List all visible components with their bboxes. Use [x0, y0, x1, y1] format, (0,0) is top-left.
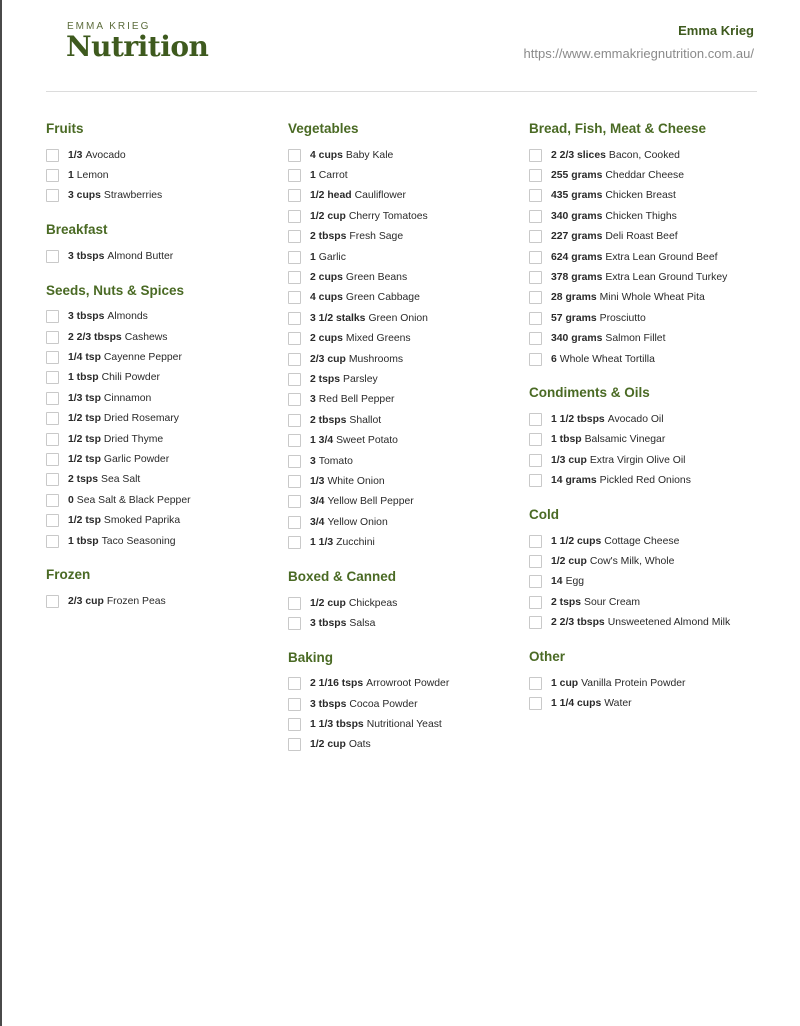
- grocery-section: [529, 384, 764, 491]
- item-name: Sour Cream: [584, 596, 641, 608]
- item-checkbox[interactable]: [46, 392, 59, 405]
- item-quantity: 3 tbsps: [310, 698, 347, 710]
- item-name: Sweet Potato: [336, 435, 398, 447]
- item-name: Egg: [565, 576, 585, 588]
- item-checkbox[interactable]: [529, 149, 542, 162]
- item-name: Deli Roast Beef: [605, 231, 678, 243]
- grocery-item[interactable]: [529, 673, 764, 693]
- item-name: Smoked Paprika: [103, 515, 181, 527]
- item-checkbox[interactable]: [529, 189, 542, 202]
- column-1: [46, 120, 281, 627]
- grocery-item[interactable]: [288, 674, 523, 694]
- grocery-item[interactable]: [529, 288, 764, 308]
- item-name: Cashews: [124, 331, 168, 343]
- grocery-item[interactable]: [46, 531, 281, 551]
- grocery-item[interactable]: [529, 409, 764, 429]
- brand-logo-text: Nutrition: [66, 30, 209, 63]
- item-name: Red Bell Pepper: [318, 394, 395, 406]
- item-quantity: 3 cups: [68, 190, 101, 202]
- item-name: Mini Whole Wheat Pita: [599, 292, 705, 304]
- item-name: Fresh Sage: [349, 231, 404, 243]
- item-quantity: 3/4: [310, 516, 325, 528]
- item-name: Mushrooms: [348, 353, 404, 365]
- section-title: Bread, Fish, Meat & Cheese: [529, 121, 707, 136]
- item-name: Pickled Red Onions: [599, 475, 691, 487]
- item-checkbox[interactable]: [288, 230, 301, 243]
- grocery-item[interactable]: [529, 308, 764, 328]
- grocery-item[interactable]: [529, 572, 764, 592]
- item-checkbox[interactable]: [529, 555, 542, 568]
- grocery-item[interactable]: [288, 532, 523, 552]
- item-quantity: 1/2 tsp: [68, 413, 101, 425]
- item-quantity: 1/2 cup: [551, 555, 587, 567]
- grocery-item[interactable]: [46, 145, 281, 165]
- section-title: Seeds, Nuts & Spices: [46, 282, 185, 298]
- section-title: Vegetables: [288, 121, 359, 136]
- item-checkbox[interactable]: [288, 475, 301, 488]
- grocery-section: [46, 566, 281, 611]
- column-3: [529, 120, 764, 729]
- item-quantity: 1 3/4: [310, 435, 334, 447]
- left-edge-border: [0, 0, 2, 1026]
- item-quantity: 1/2 tsp: [68, 453, 101, 465]
- item-quantity: 1 1/2 tbsps: [551, 413, 605, 425]
- item-checkbox[interactable]: [46, 433, 59, 446]
- grocery-item[interactable]: [529, 227, 764, 247]
- item-quantity: 0: [68, 494, 74, 506]
- item-name: Dried Thyme: [103, 433, 164, 445]
- item-quantity: 57 grams: [551, 312, 597, 324]
- item-checkbox[interactable]: [46, 351, 59, 364]
- grocery-section: [46, 282, 281, 552]
- grocery-item[interactable]: [288, 714, 523, 734]
- item-quantity: 1/3: [68, 149, 83, 161]
- item-checkbox[interactable]: [529, 169, 542, 182]
- grocery-item[interactable]: [288, 165, 523, 185]
- grocery-item[interactable]: [46, 449, 281, 469]
- item-name: Dried Rosemary: [103, 413, 179, 425]
- website-link[interactable]: https://www.emmakriegnutrition.com.au/: [523, 46, 754, 61]
- item-name: Cinnamon: [103, 392, 152, 404]
- grocery-item[interactable]: [288, 186, 523, 206]
- item-name: Almond Butter: [107, 250, 174, 262]
- grocery-item[interactable]: [46, 470, 281, 490]
- brand-name-small: EMMA KRIEG: [67, 21, 151, 32]
- item-checkbox[interactable]: [529, 575, 542, 588]
- item-name: Chicken Thighs: [605, 210, 677, 222]
- item-checkbox[interactable]: [46, 331, 59, 344]
- item-checkbox[interactable]: [288, 455, 301, 468]
- grocery-section: [529, 648, 764, 714]
- item-checkbox[interactable]: [529, 697, 542, 710]
- item-name: Chili Powder: [101, 372, 160, 384]
- item-checkbox[interactable]: [529, 413, 542, 426]
- item-quantity: 1/2 head: [310, 190, 352, 202]
- item-quantity: 2/3 cup: [68, 595, 104, 607]
- section-title: Fruits: [46, 121, 84, 136]
- item-name: Sea Salt & Black Pepper: [76, 494, 191, 506]
- item-quantity: 2 cups: [310, 272, 343, 284]
- grocery-item[interactable]: [529, 450, 764, 470]
- item-quantity: 2/3 cup: [310, 353, 346, 365]
- item-name: Extra Lean Ground Turkey: [605, 272, 728, 284]
- grocery-item[interactable]: [46, 307, 281, 327]
- grocery-item[interactable]: [529, 470, 764, 490]
- grocery-item[interactable]: [46, 327, 281, 347]
- item-checkbox[interactable]: [288, 271, 301, 284]
- item-checkbox[interactable]: [529, 230, 542, 243]
- grocery-item[interactable]: [46, 186, 281, 206]
- item-checkbox[interactable]: [288, 353, 301, 366]
- item-checkbox[interactable]: [288, 291, 301, 304]
- item-quantity: 2 2/3 tbsps: [551, 617, 605, 629]
- grocery-item[interactable]: [288, 735, 523, 755]
- item-quantity: 1/3: [310, 475, 325, 487]
- item-name: Unsweetened Almond Milk: [607, 617, 731, 629]
- item-quantity: 227 grams: [551, 231, 603, 243]
- item-quantity: 2 tbsps: [310, 414, 347, 426]
- item-name: Zucchini: [336, 537, 375, 549]
- grocery-item[interactable]: [529, 349, 764, 369]
- item-quantity: 1: [310, 170, 316, 182]
- item-quantity: 1/2 tsp: [68, 433, 101, 445]
- item-name: White Onion: [327, 475, 385, 487]
- item-quantity: 6: [551, 353, 557, 365]
- item-quantity: 1/2 tsp: [68, 515, 101, 527]
- item-checkbox[interactable]: [288, 597, 301, 610]
- grocery-section: [288, 120, 523, 553]
- item-name: Cow's Milk, Whole: [589, 555, 675, 567]
- grocery-item[interactable]: [288, 308, 523, 328]
- grocery-item[interactable]: [529, 551, 764, 571]
- grocery-item[interactable]: [288, 247, 523, 267]
- item-checkbox[interactable]: [288, 414, 301, 427]
- grocery-item[interactable]: [529, 165, 764, 185]
- grocery-item[interactable]: [288, 369, 523, 389]
- item-quantity: 3: [310, 394, 316, 406]
- item-quantity: 1/2 cup: [310, 210, 346, 222]
- item-quantity: 4 cups: [310, 149, 343, 161]
- item-quantity: 340 grams: [551, 333, 603, 345]
- item-name: Sea Salt: [101, 474, 141, 486]
- item-checkbox[interactable]: [529, 271, 542, 284]
- item-checkbox[interactable]: [529, 210, 542, 223]
- grocery-item[interactable]: [288, 206, 523, 226]
- item-name: Avocado: [85, 149, 126, 161]
- grocery-item[interactable]: [529, 206, 764, 226]
- grocery-item[interactable]: [288, 227, 523, 247]
- item-checkbox[interactable]: [288, 718, 301, 731]
- item-checkbox[interactable]: [46, 149, 59, 162]
- grocery-item[interactable]: [529, 592, 764, 612]
- item-name: Green Onion: [368, 312, 428, 324]
- item-name: Strawberries: [103, 190, 163, 202]
- item-name: Garlic: [318, 251, 346, 263]
- grocery-section: [288, 568, 523, 634]
- item-quantity: 2 tsps: [68, 474, 99, 486]
- grocery-item[interactable]: [288, 492, 523, 512]
- item-name: Chicken Breast: [605, 190, 676, 202]
- item-checkbox[interactable]: [288, 169, 301, 182]
- grocery-item[interactable]: [529, 247, 764, 267]
- item-quantity: 2 tsps: [310, 373, 341, 385]
- section-title: Cold: [529, 506, 559, 522]
- grocery-item[interactable]: [288, 512, 523, 532]
- grocery-item[interactable]: [46, 429, 281, 449]
- item-checkbox[interactable]: [288, 677, 301, 690]
- grocery-item[interactable]: [46, 347, 281, 367]
- item-quantity: 1/2 cup: [310, 597, 346, 609]
- item-name: Yellow Onion: [327, 516, 388, 528]
- item-quantity: 3 1/2 stalks: [310, 312, 366, 324]
- grocery-item[interactable]: [46, 388, 281, 408]
- grocery-item[interactable]: [529, 612, 764, 632]
- item-name: Oats: [348, 739, 371, 751]
- item-quantity: 2 2/3 slices: [551, 149, 606, 161]
- item-quantity: 28 grams: [551, 292, 597, 304]
- grocery-item[interactable]: [288, 145, 523, 165]
- item-quantity: 14 grams: [551, 475, 597, 487]
- item-quantity: 340 grams: [551, 210, 603, 222]
- item-quantity: 14: [551, 576, 563, 588]
- section-title: Other: [529, 648, 566, 664]
- grocery-item[interactable]: [46, 591, 281, 611]
- item-checkbox[interactable]: [529, 677, 542, 690]
- item-name: Salmon Fillet: [605, 333, 666, 345]
- item-checkbox[interactable]: [288, 312, 301, 325]
- item-quantity: 255 grams: [551, 170, 603, 182]
- item-checkbox[interactable]: [46, 473, 59, 486]
- item-quantity: 1 1/2 cups: [551, 535, 602, 547]
- item-checkbox[interactable]: [46, 514, 59, 527]
- grocery-item[interactable]: [46, 165, 281, 185]
- item-quantity: 2 1/16 tsps: [310, 678, 364, 690]
- grocery-item[interactable]: [288, 329, 523, 349]
- item-quantity: 1: [68, 170, 74, 182]
- item-name: Cottage Cheese: [604, 535, 680, 547]
- item-quantity: 1 1/4 cups: [551, 697, 602, 709]
- item-name: Baby Kale: [345, 149, 394, 161]
- grocery-item[interactable]: [46, 409, 281, 429]
- author-name: Emma Krieg: [678, 23, 754, 38]
- item-checkbox[interactable]: [529, 332, 542, 345]
- item-checkbox[interactable]: [529, 535, 542, 548]
- grocery-item[interactable]: [288, 410, 523, 430]
- item-quantity: 1 cup: [551, 677, 579, 689]
- item-checkbox[interactable]: [288, 536, 301, 549]
- grocery-item[interactable]: [529, 186, 764, 206]
- item-name: Green Beans: [345, 272, 408, 284]
- item-checkbox[interactable]: [288, 332, 301, 345]
- item-checkbox[interactable]: [46, 453, 59, 466]
- item-quantity: 1 tbsp: [551, 434, 582, 446]
- item-quantity: 2 2/3 tbsps: [68, 331, 122, 343]
- item-quantity: 1 tbsp: [68, 535, 99, 547]
- item-name: Extra Lean Ground Beef: [605, 251, 718, 263]
- grocery-item[interactable]: [46, 510, 281, 530]
- item-checkbox[interactable]: [288, 189, 301, 202]
- grocery-item[interactable]: [288, 451, 523, 471]
- item-checkbox[interactable]: [46, 250, 59, 263]
- header-divider: [46, 91, 757, 92]
- grocery-item[interactable]: [529, 145, 764, 165]
- item-quantity: 2 tsps: [551, 596, 582, 608]
- item-name: Avocado Oil: [607, 413, 664, 425]
- item-name: Arrowroot Powder: [366, 678, 450, 690]
- item-name: Tomato: [318, 455, 353, 467]
- grocery-item[interactable]: [46, 368, 281, 388]
- item-name: Water: [604, 697, 632, 709]
- item-name: Cauliflower: [354, 190, 406, 202]
- item-checkbox[interactable]: [288, 698, 301, 711]
- grocery-item[interactable]: [529, 531, 764, 551]
- item-name: Nutritional Yeast: [366, 719, 442, 731]
- item-checkbox[interactable]: [288, 393, 301, 406]
- item-checkbox[interactable]: [288, 251, 301, 264]
- grocery-item[interactable]: [529, 329, 764, 349]
- item-quantity: 1/4 tsp: [68, 352, 101, 364]
- item-quantity: 2 cups: [310, 333, 343, 345]
- grocery-item[interactable]: [288, 288, 523, 308]
- item-checkbox[interactable]: [288, 516, 301, 529]
- grocery-item[interactable]: [288, 471, 523, 491]
- item-checkbox[interactable]: [529, 251, 542, 264]
- grocery-section: [288, 649, 523, 756]
- item-checkbox[interactable]: [288, 617, 301, 630]
- item-name: Carrot: [318, 170, 348, 182]
- section-title: Condiments & Oils: [529, 385, 650, 401]
- grocery-section: [529, 506, 764, 633]
- item-quantity: 1/3 tsp: [68, 392, 101, 404]
- item-checkbox[interactable]: [46, 412, 59, 425]
- item-checkbox[interactable]: [46, 595, 59, 608]
- item-checkbox[interactable]: [288, 434, 301, 447]
- grocery-item[interactable]: [288, 694, 523, 714]
- section-title: Frozen: [46, 567, 91, 583]
- column-2: [288, 120, 523, 770]
- item-checkbox[interactable]: [529, 454, 542, 467]
- grocery-item[interactable]: [288, 593, 523, 613]
- item-name: Balsamic Vinegar: [584, 434, 666, 446]
- grocery-section: [46, 221, 281, 266]
- item-checkbox[interactable]: [46, 310, 59, 323]
- item-quantity: 1/3 cup: [551, 454, 587, 466]
- item-quantity: 435 grams: [551, 190, 603, 202]
- item-checkbox[interactable]: [46, 371, 59, 384]
- grocery-item[interactable]: [529, 267, 764, 287]
- item-quantity: 1 tbsp: [68, 372, 99, 384]
- item-name: Cayenne Pepper: [103, 352, 182, 364]
- item-quantity: 4 cups: [310, 292, 343, 304]
- grocery-item[interactable]: [529, 693, 764, 713]
- item-quantity: 3: [310, 455, 316, 467]
- item-checkbox[interactable]: [288, 738, 301, 751]
- item-quantity: 1/2 cup: [310, 739, 346, 751]
- item-checkbox[interactable]: [529, 596, 542, 609]
- item-checkbox[interactable]: [46, 494, 59, 507]
- item-checkbox[interactable]: [288, 210, 301, 223]
- grocery-section: [46, 120, 281, 206]
- item-name: Yellow Bell Pepper: [327, 496, 414, 508]
- grocery-item[interactable]: [46, 246, 281, 266]
- item-quantity: 3 tbsps: [68, 311, 105, 323]
- item-quantity: 2 tbsps: [310, 231, 347, 243]
- item-quantity: 1: [310, 251, 316, 263]
- item-name: Bacon, Cooked: [608, 149, 680, 161]
- grocery-item[interactable]: [288, 267, 523, 287]
- item-quantity: 3 tbsps: [310, 617, 347, 629]
- item-checkbox[interactable]: [529, 433, 542, 446]
- grocery-item[interactable]: [288, 390, 523, 410]
- item-name: Whole Wheat Tortilla: [559, 353, 655, 365]
- grocery-item[interactable]: [288, 349, 523, 369]
- item-name: Almonds: [107, 311, 148, 323]
- item-checkbox[interactable]: [46, 169, 59, 182]
- item-quantity: 378 grams: [551, 272, 603, 284]
- section-title: Baking: [288, 649, 334, 665]
- item-quantity: 624 grams: [551, 251, 603, 263]
- item-name: Vanilla Protein Powder: [581, 677, 686, 689]
- item-checkbox[interactable]: [46, 189, 59, 202]
- grocery-item[interactable]: [529, 430, 764, 450]
- item-quantity: 1 1/3 tbsps: [310, 719, 364, 731]
- item-checkbox[interactable]: [529, 312, 542, 325]
- grocery-item[interactable]: [288, 613, 523, 633]
- item-quantity: 1 1/3: [310, 537, 334, 549]
- grocery-item[interactable]: [288, 430, 523, 450]
- item-name: Extra Virgin Olive Oil: [589, 454, 686, 466]
- item-name: Cheddar Cheese: [605, 170, 684, 182]
- grocery-section: [529, 120, 764, 369]
- item-name: Cherry Tomatoes: [348, 210, 428, 222]
- item-name: Shallot: [349, 414, 382, 426]
- item-name: Green Cabbage: [345, 292, 420, 304]
- item-quantity: 3 tbsps: [68, 250, 105, 262]
- item-name: Taco Seasoning: [101, 535, 176, 547]
- item-checkbox[interactable]: [529, 291, 542, 304]
- item-name: Parsley: [343, 373, 378, 385]
- item-name: Prosciutto: [599, 312, 646, 324]
- grocery-item[interactable]: [46, 490, 281, 510]
- item-checkbox[interactable]: [529, 474, 542, 487]
- item-name: Garlic Powder: [103, 453, 170, 465]
- item-quantity: 3/4: [310, 496, 325, 508]
- item-checkbox[interactable]: [288, 495, 301, 508]
- item-checkbox[interactable]: [529, 616, 542, 629]
- item-name: Frozen Peas: [106, 595, 166, 607]
- item-checkbox[interactable]: [46, 535, 59, 548]
- section-title: Breakfast: [46, 222, 108, 238]
- item-checkbox[interactable]: [288, 149, 301, 162]
- section-title: Boxed & Canned: [288, 568, 397, 584]
- item-name: Chickpeas: [348, 597, 398, 609]
- item-name: Cocoa Powder: [349, 698, 418, 710]
- item-checkbox[interactable]: [529, 353, 542, 366]
- item-name: Salsa: [349, 617, 376, 629]
- item-checkbox[interactable]: [288, 373, 301, 386]
- item-name: Lemon: [76, 170, 109, 182]
- item-name: Mixed Greens: [345, 333, 411, 345]
